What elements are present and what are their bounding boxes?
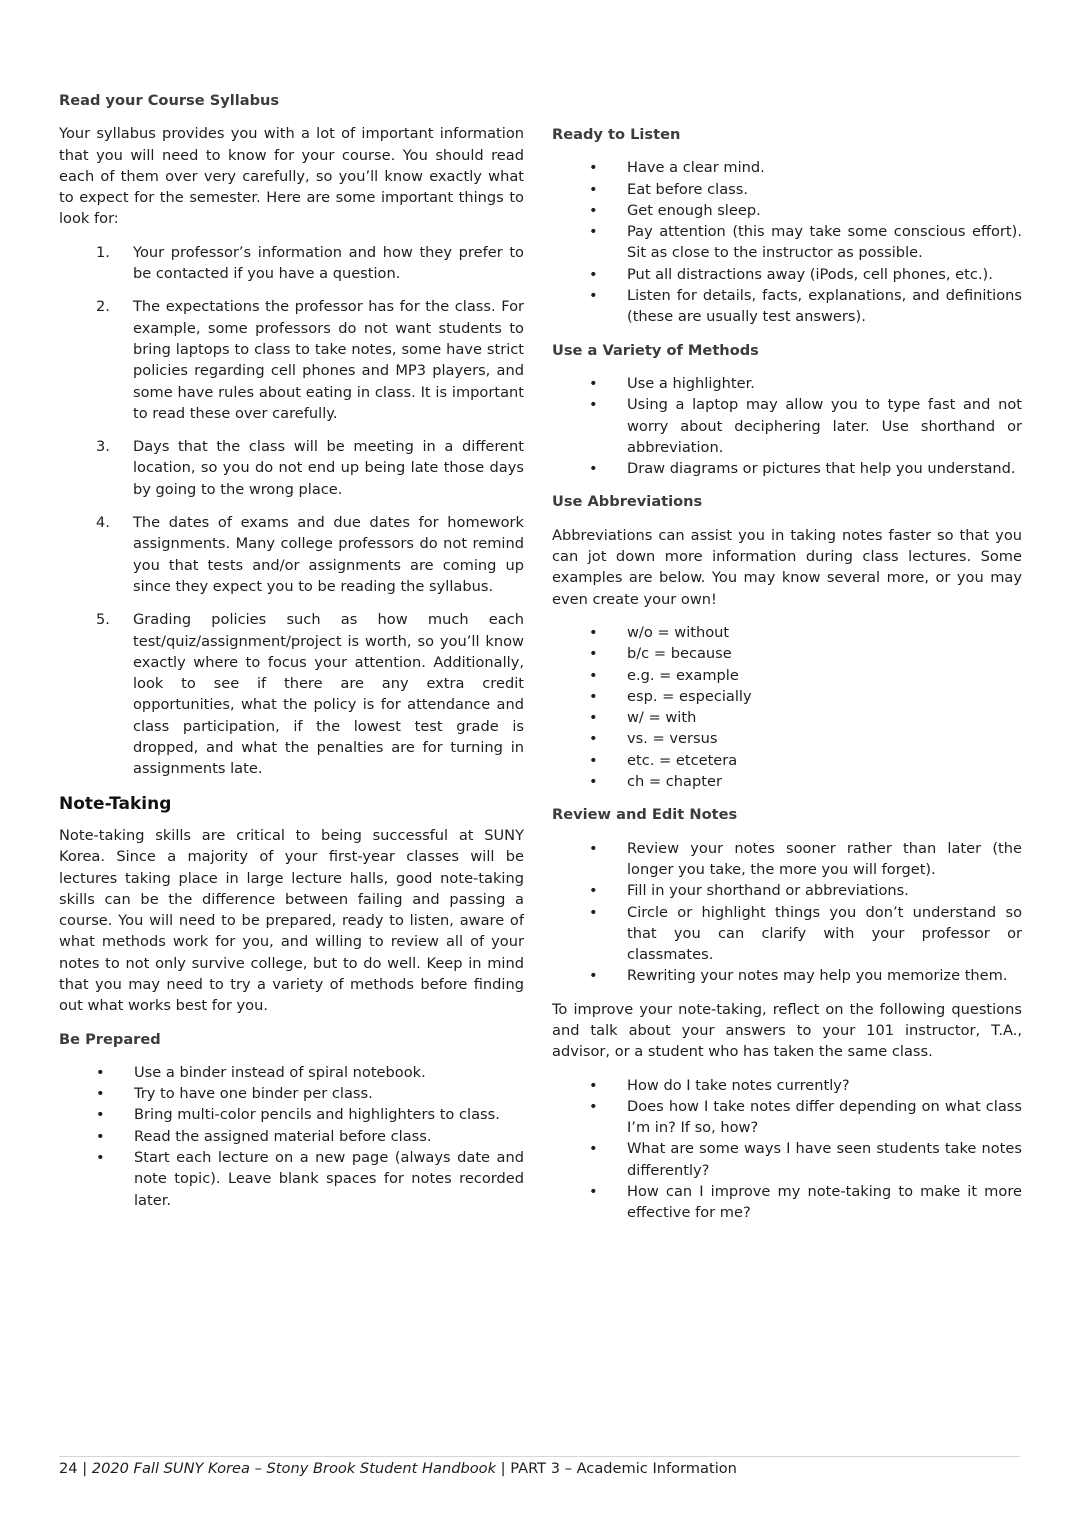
list-item [552,880,1022,901]
abbreviations-list [552,622,1022,792]
list-item-text: Your professor’s information and how they prefer to be contacted if you have a question. [133,243,524,283]
list-item [552,665,1022,686]
list-item [552,394,1022,458]
list-item [59,1126,524,1147]
ready-to-listen-heading: Ready to Listen [552,126,681,143]
list-item-text: Read the assigned material before class. [134,1127,432,1145]
list-item-text: Try to have one binder per class. [134,1085,373,1103]
list-item-text: vs. = versus [627,730,718,748]
list-item [552,264,1022,285]
abbreviations-intro: Abbreviations can assist you in taking notes faster so that you can jot down more information during class lectures. Some examples are below. You may know several more, or you may even create your own! [552,526,1022,608]
list-item [552,686,1022,707]
bullet-icon: • [589,396,598,414]
list-item [552,221,1022,264]
list-number: 2. [96,298,110,316]
bullet-icon: • [589,1183,598,1201]
list-item [59,1104,524,1125]
left-column [59,90,524,1223]
bullet-icon: • [589,730,598,748]
bullet-icon: • [589,967,598,985]
list-number: 4. [96,514,110,532]
list-item-text: Does how I take notes differ depending on what class I’m in? If so, how? [627,1097,1022,1137]
list-item [59,1062,524,1083]
bullet-icon: • [589,709,598,727]
list-item [552,1138,1022,1181]
list-item-text: ch = chapter [627,773,722,791]
list-item-text: Have a clear mind. [627,159,765,177]
improve-intro: To improve your note-taking, reflect on the following questions and talk about your answers to your 101 instructor, T.A., advisor, or a student who has taken the same class. [552,1000,1022,1061]
list-item [59,296,524,424]
footer-divider [59,1456,1020,1457]
handbook-title: 2020 Fall SUNY Korea – Stony Brook Student Handbook [91,1460,497,1477]
review-notes-heading: Review and Edit Notes [552,806,738,824]
list-item-text: Bring multi-color pencils and highlighters to class. [134,1106,500,1124]
right-column [552,124,1022,1236]
list-item-text: w/ = with [627,709,697,727]
list-item [552,200,1022,221]
notetaking-heading: Note-Taking [59,793,172,814]
page-number: 24 [59,1460,78,1477]
list-item-text: Grading policies such as how much each test/quiz/assignment/project is worth, so you’ll know exactly where to focus your attention. Additionally, look to see if there are any extra credit opportunities, what the policy is for attendance and class participation, if the lowest test grade is dropped, and what the penalties are for turning in assignments late. [133,611,524,778]
list-item [552,285,1022,328]
bullet-icon: • [589,666,598,684]
be-prepared-heading: Be Prepared [59,1030,161,1048]
bullet-icon: • [96,1063,105,1081]
page-footer [59,1460,737,1477]
list-item-text: Use a binder instead of spiral notebook. [134,1063,426,1081]
abbreviations-heading: Use Abbreviations [552,493,703,511]
review-notes-list [552,838,1022,987]
list-item [552,838,1022,881]
list-item-text: How do I take notes currently? [627,1076,850,1094]
list-item [59,436,524,500]
list-number: 5. [96,611,110,629]
list-item [552,728,1022,749]
ready-to-listen-list [552,157,1022,327]
bullet-icon: • [96,1085,105,1103]
list-item [552,1075,1022,1096]
list-item-text: Review your notes sooner rather than later (the longer you take, the more you will forget). [627,839,1022,878]
list-item [552,965,1022,986]
list-item-text: The dates of exams and due dates for homework assignments. Many college professors do not remind you that tests and/or assignments are coming up since they expect you to be reading the syllabus. [133,514,524,595]
bullet-icon: • [589,903,598,921]
list-item [59,1083,524,1104]
list-item-text: Draw diagrams or pictures that help you understand. [627,460,1016,478]
list-item-text: Rewriting your notes may help you memorize them. [627,967,1008,985]
list-item-text: Eat before class. [627,180,748,198]
bullet-icon: • [589,201,598,219]
reflection-questions-list [552,1075,1022,1224]
bullet-icon: • [96,1149,105,1167]
syllabus-list [59,242,524,780]
bullet-icon: • [589,623,598,641]
list-item-text: Fill in your shorthand or abbreviations. [627,882,909,900]
list-item [552,373,1022,394]
bullet-icon: • [589,265,598,283]
syllabus-intro: Your syllabus provides you with a lot of important information that you will need to know for your course. You should read each of them over very carefully, so you’ll know exactly what to expect for the semester. Here are some important things to look for: [59,125,524,228]
list-item-text: Listen for details, facts, explanations, and definitions (these are usually test answers). [627,287,1022,326]
list-number: 1. [96,243,110,261]
list-item-text: Pay attention (this may take some conscious effort). Sit as close to the instructor as possible. [627,223,1022,262]
bullet-icon: • [589,687,598,705]
list-item-text: Start each lecture on a new page (always date and note topic). Leave blank spaces for notes recorded later. [134,1149,524,1209]
list-item [552,458,1022,479]
bullet-icon: • [589,1140,598,1158]
bullet-icon: • [589,223,598,241]
list-item-text: Use a highlighter. [627,374,755,392]
bullet-icon: • [589,645,598,663]
list-item [552,1096,1022,1139]
footer-separator: | [500,1460,506,1477]
list-item-text: Circle or highlight things you don’t understand so that you can clarify with your professor or classmates. [627,903,1022,964]
bullet-icon: • [589,374,598,392]
list-item-text: b/c = because [627,645,732,663]
section-title: PART 3 – Academic Information [510,1460,737,1477]
bullet-icon: • [589,159,598,177]
bullet-icon: • [589,773,598,791]
list-number: 3. [96,438,110,456]
list-item [552,1181,1022,1224]
list-item [552,707,1022,728]
list-item [552,771,1022,792]
syllabus-heading: Read your Course Syllabus [59,92,280,109]
list-item [59,512,524,597]
bullet-icon: • [589,460,598,478]
list-item-text: Get enough sleep. [627,201,761,219]
list-item [552,179,1022,200]
list-item-text: w/o = without [627,623,730,641]
be-prepared-list [59,1062,524,1211]
bullet-icon: • [589,1076,598,1094]
bullet-icon: • [589,839,598,857]
bullet-icon: • [589,751,598,769]
bullet-icon: • [589,287,598,305]
variety-of-methods-heading: Use a Variety of Methods [552,341,759,359]
list-item-text: e.g. = example [627,666,739,684]
bullet-icon: • [589,882,598,900]
list-item [552,643,1022,664]
list-item-text: Days that the class will be meeting in a different location, so you do not end up being late those days by going to the wrong place. [133,438,524,498]
list-item [552,750,1022,771]
list-item-text: esp. = especially [627,687,752,705]
bullet-icon: • [589,1097,598,1115]
list-item-text: Put all distractions away (iPods, cell phones, etc.). [627,265,993,283]
list-item [552,622,1022,643]
notetaking-intro: Note-taking skills are critical to being successful at SUNY Korea. Since a majority of your first-year classes will be lectures taking place in large lecture halls, good note-taking skills can be the difference between failing and passing a course. You will need to be prepared, ready to listen, aware of what methods work for you, and willing to review all of your notes to not only survive college, but to do well. Keep in mind that you may need to try a variety of methods before finding out what works best for you. [59,826,524,1015]
list-item [59,609,524,779]
bullet-icon: • [589,180,598,198]
bullet-icon: • [96,1127,105,1145]
list-item [59,1147,524,1211]
list-item-text: What are some ways I have seen students take notes differently? [627,1140,1022,1179]
list-item [59,242,524,285]
list-item-text: Using a laptop may allow you to type fast and not worry about deciphering later. Use shorthand or abbreviation. [627,396,1022,456]
list-item [552,902,1022,966]
list-item-text: The expectations the professor has for the class. For example, some professors do not want students to bring laptops to class to take notes, some have strict policies regarding cell phones and MP3 players, and some have rules about eating in class. It is important to read these over carefully. [133,298,524,422]
list-item-text: etc. = etcetera [627,751,738,769]
list-item [552,157,1022,178]
bullet-icon: • [96,1106,105,1124]
list-item-text: How can I improve my note-taking to make it more effective for me? [627,1183,1022,1222]
variety-of-methods-list [552,373,1022,479]
footer-separator: | [82,1460,88,1477]
